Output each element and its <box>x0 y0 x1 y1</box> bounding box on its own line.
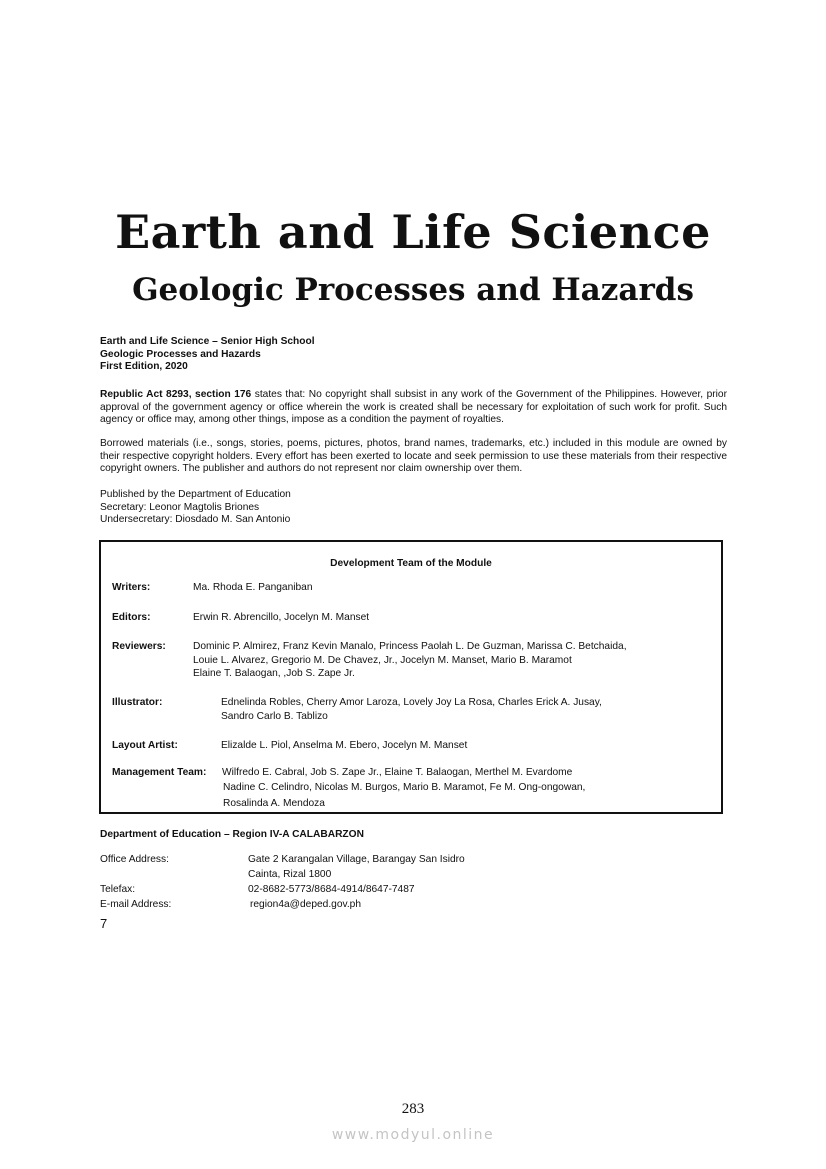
copyright-lead: Republic Act 8293, section 176 <box>100 389 252 400</box>
telefax-value: 02-8682-5773/8684-4914/8647-7487 <box>248 884 415 895</box>
layout-artist-label: Layout Artist: <box>112 740 178 751</box>
watermark: www.modyul.online <box>331 1127 495 1143</box>
undersecretary-line: Undersecretary: Diosdado M. San Antonio <box>100 514 291 526</box>
layout-artist-value: Elizalde L. Piol, Anselma M. Ebero, Jocelyn M. Manset <box>221 740 468 751</box>
publisher-info <box>100 489 727 527</box>
grade-code: 7 <box>100 916 108 931</box>
reviewers-line-1: Dominic P. Almirez, Franz Kevin Manalo, Princess Paolah L. De Guzman, Marissa C. Betchaida, <box>193 641 627 652</box>
department-heading: Department of Education – Region IV-A CALABARZON <box>100 829 364 840</box>
edition-info-line-2: Geologic Processes and Hazards <box>100 348 261 360</box>
illustrator-line-1: Ednelinda Robles, Cherry Amor Laroza, Lovely Joy La Rosa, Charles Erick A. Jusay, <box>221 697 602 708</box>
edition-info <box>100 336 727 374</box>
telefax-label: Telefax: <box>100 884 136 895</box>
office-address-line-1: Gate 2 Karangalan Village, Barangay San Isidro <box>248 854 465 865</box>
reviewers-line-2: Louie L. Alvarez, Gregorio M. De Chavez, Jr., Jocelyn M. Manset, Mario B. Maramot <box>193 654 572 666</box>
management-team-line-1: Wilfredo E. Cabral, Job S. Zape Jr., Elaine T. Balaogan, Merthel M. Evardome <box>222 767 573 778</box>
email-label: E-mail Address: <box>100 899 172 910</box>
writers-label: Writers: <box>112 582 151 593</box>
publisher-line: Published by the Department of Education <box>100 489 291 500</box>
edition-info-line-1: Earth and Life Science – Senior High School <box>100 336 315 347</box>
management-team-label: Management Team: <box>112 767 207 778</box>
management-team-line-3: Rosalinda A. Mendoza <box>223 798 325 809</box>
writers-value: Ma. Rhoda E. Panganiban <box>193 582 313 593</box>
reviewers-label: Reviewers: <box>112 641 166 652</box>
secretary-line: Secretary: Leonor Magtolis Briones <box>100 501 260 513</box>
editors-value: Erwin R. Abrencillo, Jocelyn M. Manset <box>193 612 370 623</box>
illustrator-line-2: Sandro Carlo B. Tablizo <box>221 710 328 722</box>
email-value[interactable]: region4a@deped.gov.ph <box>250 899 361 910</box>
office-address-line-2: Cainta, Rizal 1800 <box>248 869 332 880</box>
document-title: Earth and Life Science <box>115 205 711 259</box>
editors-label: Editors: <box>112 612 151 623</box>
copyright-text: states that: No copyright shall subsist in any work of the Government of the Philippines. However, prior approval of the government agency or office wherein the work is created shall be necessary for exploitation of such work for profit. Such agency or office may, among other things, impose as a condition the payment of royalties. <box>100 389 727 426</box>
illustrator-label: Illustrator: <box>112 697 163 708</box>
edition-info-line-3: First Edition, 2020 <box>100 361 188 373</box>
development-team-title: Development Team of the Module <box>330 558 492 569</box>
reviewers-line-3: Elaine T. Balaogan, ,Job S. Zape Jr. <box>193 668 355 679</box>
management-team-line-2: Nadine C. Celindro, Nicolas M. Burgos, Mario B. Maramot, Fe M. Ong-ongowan, <box>223 782 586 793</box>
development-team-box <box>99 540 723 814</box>
document-subtitle: Geologic Processes and Hazards <box>132 272 694 308</box>
copyright-notice <box>100 389 727 427</box>
office-address-label: Office Address: <box>100 854 169 865</box>
borrowed-materials-notice: Borrowed materials (i.e., songs, stories, poems, pictures, photos, brand names, trademarks, etc.) included in this module are owned by their respective copyright holders. Every effort has been exerted to locate and seek permission to use these materials from their respective copyright owners. The publisher and authors do not represent nor claim ownership over them. <box>100 438 727 475</box>
page-number: 283 <box>401 1101 425 1117</box>
